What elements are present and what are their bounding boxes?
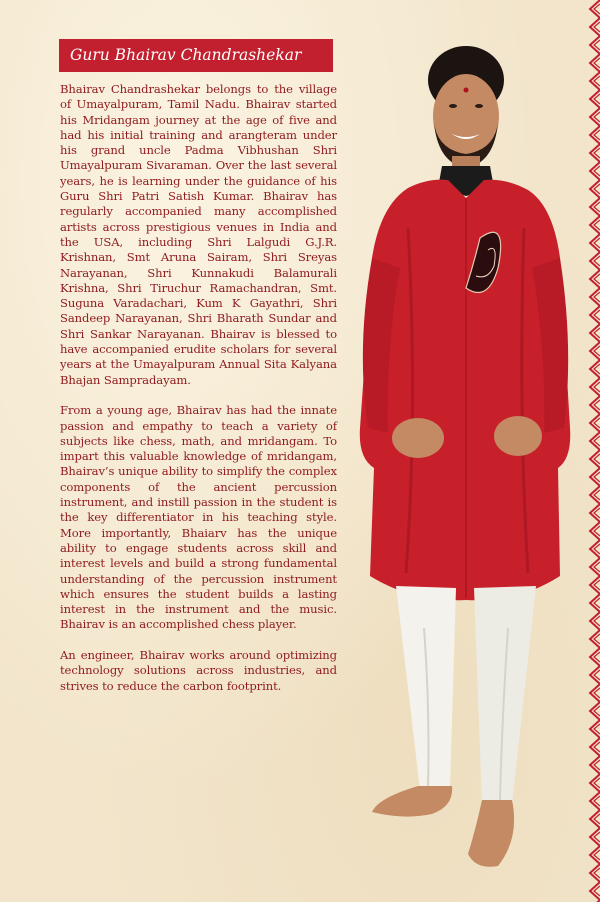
page-title: Guru Bhairav Chandrashekar <box>59 39 333 72</box>
bio-paragraph-3: An engineer, Bhairav works around optimizing technology solutions across industries, and strives to reduce the carbon footprint. <box>60 647 337 693</box>
bio-paragraph-1: Bhairav Chandrashekar belongs to the village of Umayalpuram, Tamil Nadu. Bhairav started his Mridangam journey at the age of five and had his initial training and arangteram under his grand uncle Padma Vibhushan Shri Umayalpuram Sivaraman. Over the last several years, he is learning under the guidance of his Guru Shri Patri Satish Kumar. Bhairav has regularly accompanied many accomplished artists across prestigious venues in India and the USA, including Shri Lalgudi G.J.R. Krishnan, Smt Aruna Sairam, Shri Sreyas Narayanan, Shri Kunnakudi Balamurali Krishna, Shri Tiruchur Ramachandran, Smt. Suguna Varadachari, Kum K Gayathri, Shri Sandeep Narayanan, Shri Bharath Sundar and Shri Sankar Narayanan. Bhairav is blessed to have accompanied erudite scholars for several years at the Umayalpuram Annual Sita Kalyana Bhajan Sampradayam. <box>60 82 337 387</box>
decorative-border <box>586 0 600 902</box>
biography-text <box>60 82 337 709</box>
portrait-photo <box>348 28 580 878</box>
bio-paragraph-2: From a young age, Bhairav has had the innate passion and empathy to teach a variety of subjects like chess, math, and mridangam. To impart this valuable knowledge of mridangam, Bhairav’s unique ability to simplify the complex components of the ancient percussion instrument, and instill passion in the student is the key differentiator in his teaching style. More importantly, Bhaiarv has the unique ability to engage students across skill and interest levels and build a strong fundamental understanding of the percussion instrument which ensures the student builds a lasting interest in the instrument and the music. Bhairav is an accomplished chess player. <box>60 403 337 632</box>
